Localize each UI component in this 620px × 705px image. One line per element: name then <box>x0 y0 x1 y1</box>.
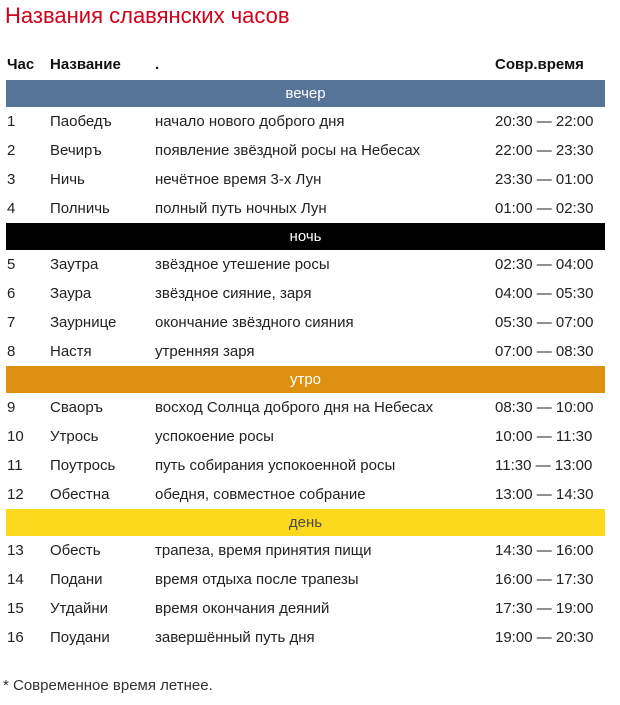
hour-number: 10 <box>7 428 24 445</box>
hour-number: 13 <box>7 542 24 559</box>
table-row <box>6 623 605 652</box>
hour-time: 08:30 — 10:00 <box>495 399 594 416</box>
table-row <box>6 194 605 223</box>
hour-name: Обестна <box>50 486 110 503</box>
hour-number: 5 <box>7 256 16 273</box>
hour-description: обедня, совместное собрание <box>155 486 366 503</box>
slavic-hours-table <box>6 49 605 652</box>
section-label: день <box>6 509 605 536</box>
hour-time: 11:30 — 13:00 <box>495 457 593 474</box>
section-header-night <box>6 223 605 250</box>
hour-description: нечётное время 3-х Лун <box>155 171 322 188</box>
hour-time: 17:30 — 19:00 <box>495 600 594 617</box>
hour-description: время окончания деяний <box>155 600 330 617</box>
hour-description: трапеза, время принятия пищи <box>155 542 372 559</box>
footnote: * Современное время летнее. <box>3 677 213 694</box>
hour-description: начало нового доброго дня <box>155 113 345 130</box>
hour-time: 01:00 — 02:30 <box>495 200 594 217</box>
table-row <box>6 337 605 366</box>
hour-name: Поутрось <box>50 457 116 474</box>
hour-description: путь собирания успокоенной росы <box>155 457 396 474</box>
hour-number: 3 <box>7 171 16 188</box>
section-header-day <box>6 509 605 536</box>
hour-name: Утрось <box>50 428 99 445</box>
hour-description: звёздное утешение росы <box>155 256 330 273</box>
table-row <box>6 250 605 279</box>
hour-description: утренняя заря <box>155 343 255 360</box>
hour-number: 14 <box>7 571 24 588</box>
table-row <box>6 422 605 451</box>
table-row <box>6 107 605 136</box>
hour-name: Ничь <box>50 171 85 188</box>
hour-time: 14:30 — 16:00 <box>495 542 594 559</box>
hour-time: 22:00 — 23:30 <box>495 142 594 159</box>
hour-number: 2 <box>7 142 16 159</box>
hour-description: восход Солнца доброго дня на Небесах <box>155 399 434 416</box>
hour-number: 8 <box>7 343 16 360</box>
hour-time: 19:00 — 20:30 <box>495 629 594 646</box>
hour-description: время отдыха после трапезы <box>155 571 359 588</box>
hour-description: полный путь ночных Лун <box>155 200 327 217</box>
section-label: ночь <box>6 223 605 250</box>
hour-number: 9 <box>7 399 16 416</box>
hour-number: 11 <box>7 457 23 474</box>
header-modern-time: Совр.время <box>495 56 584 73</box>
header-name: Название <box>50 56 121 73</box>
hour-description: окончание звёздного сияния <box>155 314 354 331</box>
hour-number: 4 <box>7 200 16 217</box>
hour-time: 10:00 — 11:30 <box>495 428 593 445</box>
hour-number: 7 <box>7 314 16 331</box>
hour-name: Обесть <box>50 542 101 559</box>
hour-name: Вечиръ <box>50 142 102 159</box>
hour-name: Заура <box>50 285 92 302</box>
section-header-evening <box>6 80 605 107</box>
hour-description: появление звёздной росы на Небесах <box>155 142 421 159</box>
hour-description: звёздное сияние, заря <box>155 285 312 302</box>
table-row <box>6 393 605 422</box>
table-row <box>6 165 605 194</box>
hour-time: 20:30 — 22:00 <box>495 113 594 130</box>
section-header-morning <box>6 366 605 393</box>
hour-name: Заурнице <box>50 314 117 331</box>
header-hour: Час <box>7 56 35 73</box>
hour-name: Поудани <box>50 629 110 646</box>
table-row <box>6 136 605 165</box>
header-description: . <box>155 56 160 73</box>
hour-number: 6 <box>7 285 16 302</box>
table-row <box>6 594 605 623</box>
hour-name: Подани <box>50 571 103 588</box>
hour-name: Утдайни <box>50 600 109 617</box>
table-row <box>6 308 605 337</box>
hour-name: Полничь <box>50 200 110 217</box>
hour-description: успокоение росы <box>155 428 274 445</box>
table-row <box>6 565 605 594</box>
hour-description: завершённый путь дня <box>155 629 315 646</box>
hour-time: 13:00 — 14:30 <box>495 486 594 503</box>
table-row <box>6 451 605 480</box>
hour-time: 05:30 — 07:00 <box>495 314 594 331</box>
hour-time: 16:00 — 17:30 <box>495 571 594 588</box>
hour-time: 04:00 — 05:30 <box>495 285 594 302</box>
hour-number: 15 <box>7 600 24 617</box>
page-title: Названия славянских часов <box>5 3 290 28</box>
hour-name: Заутра <box>50 256 99 273</box>
hour-name: Настя <box>50 343 92 360</box>
table-header-row <box>6 49 605 80</box>
hour-time: 02:30 — 04:00 <box>495 256 594 273</box>
section-label: вечер <box>6 80 605 107</box>
hour-number: 12 <box>7 486 24 503</box>
table-row <box>6 480 605 509</box>
hour-number: 1 <box>7 113 16 130</box>
hour-name: Паобедъ <box>50 113 112 130</box>
hour-number: 16 <box>7 629 24 646</box>
hour-name: Сваоръ <box>50 399 104 416</box>
hour-time: 07:00 — 08:30 <box>495 343 594 360</box>
hour-time: 23:30 — 01:00 <box>495 171 594 188</box>
table-row <box>6 536 605 565</box>
table-row <box>6 279 605 308</box>
section-label: утро <box>6 366 605 393</box>
